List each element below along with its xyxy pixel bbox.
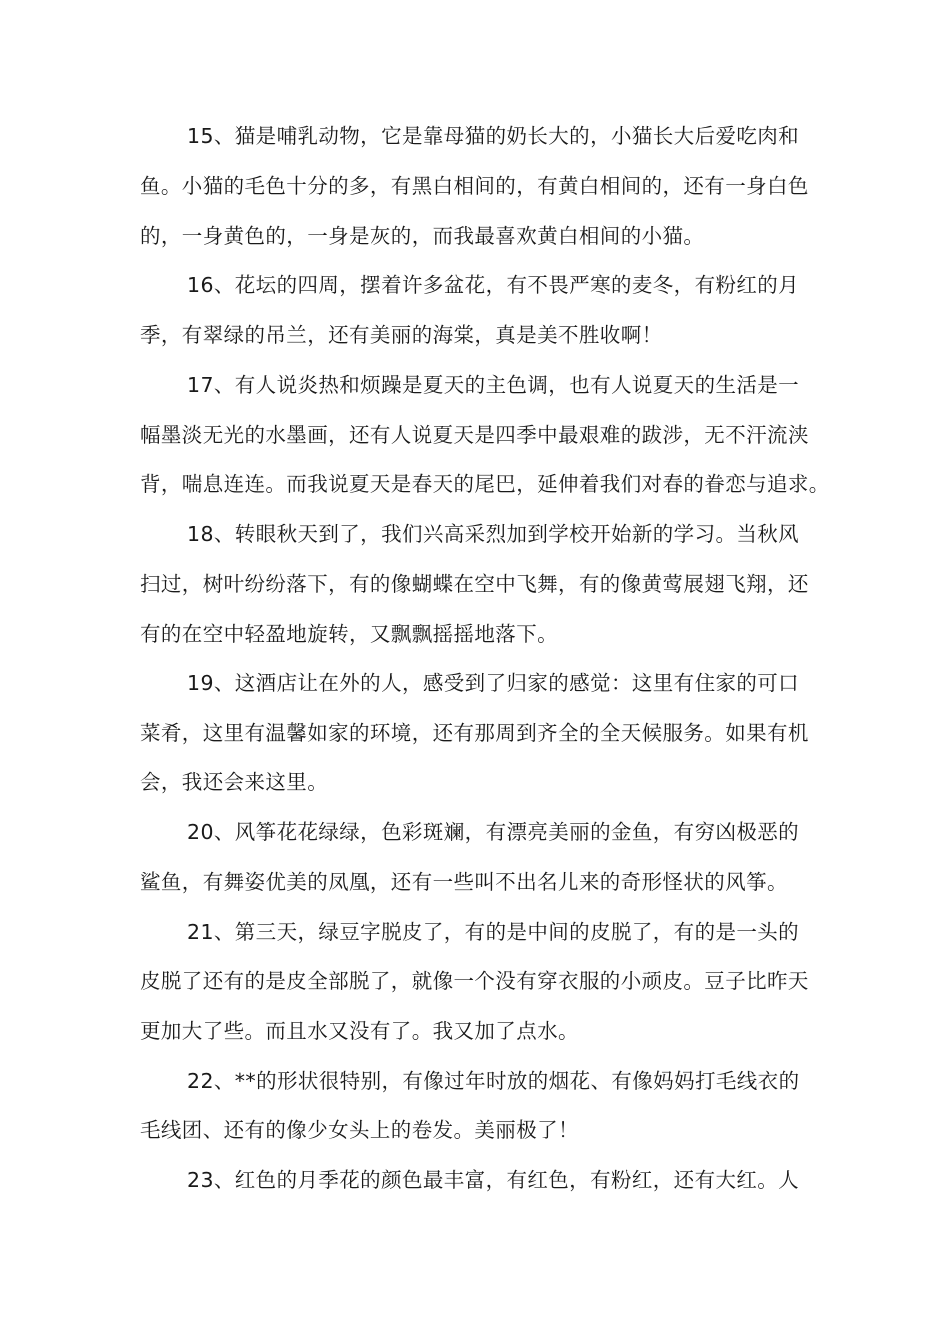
paragraph-line: 菜肴，这里有温馨如家的环境，还有那周到齐全的全天候服务。如果有机	[140, 721, 809, 745]
paragraph-line: 16、花坛的四周，摆着许多盆花，有不畏严寒的麦冬，有粉红的月	[187, 273, 800, 297]
paragraph-line: 的，一身黄色的，一身是灰的，而我最喜欢黄白相间的小猫。	[140, 224, 705, 248]
paragraph-line: 18、转眼秋天到了，我们兴高采烈加到学校开始新的学习。当秋风	[187, 522, 800, 546]
paragraph-line: 19、这酒店让在外的人，感受到了归家的感觉：这里有住家的可口	[187, 671, 800, 695]
paragraph-line: 季，有翠绿的吊兰，还有美丽的海棠，真是美不胜收啊！	[140, 323, 663, 347]
paragraph-line: 20、风筝花花绿绿，色彩斑斓，有漂亮美丽的金鱼，有穷凶极恶的	[187, 820, 800, 844]
paragraph-line: 会，我还会来这里。	[140, 770, 329, 794]
paragraph-line: 22、**的形状很特别，有像过年时放的烟花、有像妈妈打毛线衣的	[187, 1069, 800, 1093]
paragraph-line: 23、红色的月季花的颜色最丰富，有红色，有粉红，还有大红。人	[187, 1168, 800, 1192]
paragraph-line: 鱼。小猫的毛色十分的多，有黑白相间的，有黄白相间的，还有一身白色	[140, 174, 809, 198]
paragraph-line: 扫过，树叶纷纷落下，有的像蝴蝶在空中飞舞，有的像黄莺展翅飞翔，还	[140, 572, 809, 596]
paragraph-line: 15、猫是哺乳动物，它是靠母猫的奶长大的，小猫长大后爱吃肉和	[187, 124, 800, 148]
paragraph-line: 更加大了些。而且水又没有了。我又加了点水。	[140, 1019, 579, 1043]
paragraph-line: 背，喘息连连。而我说夏天是春天的尾巴，延伸着我们对春的眷恋与追求。	[140, 472, 830, 496]
paragraph-line: 毛线团、还有的像少女头上的卷发。美丽极了！	[140, 1118, 579, 1142]
paragraph-line: 有的在空中轻盈地旋转，又飘飘摇摇地落下。	[140, 622, 558, 646]
paragraph-line: 21、第三天，绿豆字脱皮了，有的是中间的皮脱了，有的是一头的	[187, 920, 800, 944]
paragraph-line: 鲨鱼，有舞姿优美的凤凰，还有一些叫不出名儿来的奇形怪状的风筝。	[140, 870, 788, 894]
paragraph-line: 17、有人说炎热和烦躁是夏天的主色调，也有人说夏天的生活是一	[187, 373, 800, 397]
paragraph-line: 幅墨淡无光的水墨画，还有人说夏天是四季中最艰难的跋涉，无不汗流浃	[140, 423, 809, 447]
paragraph-line: 皮脱了还有的是皮全部脱了，就像一个没有穿衣服的小顽皮。豆子比昨天	[140, 969, 809, 993]
